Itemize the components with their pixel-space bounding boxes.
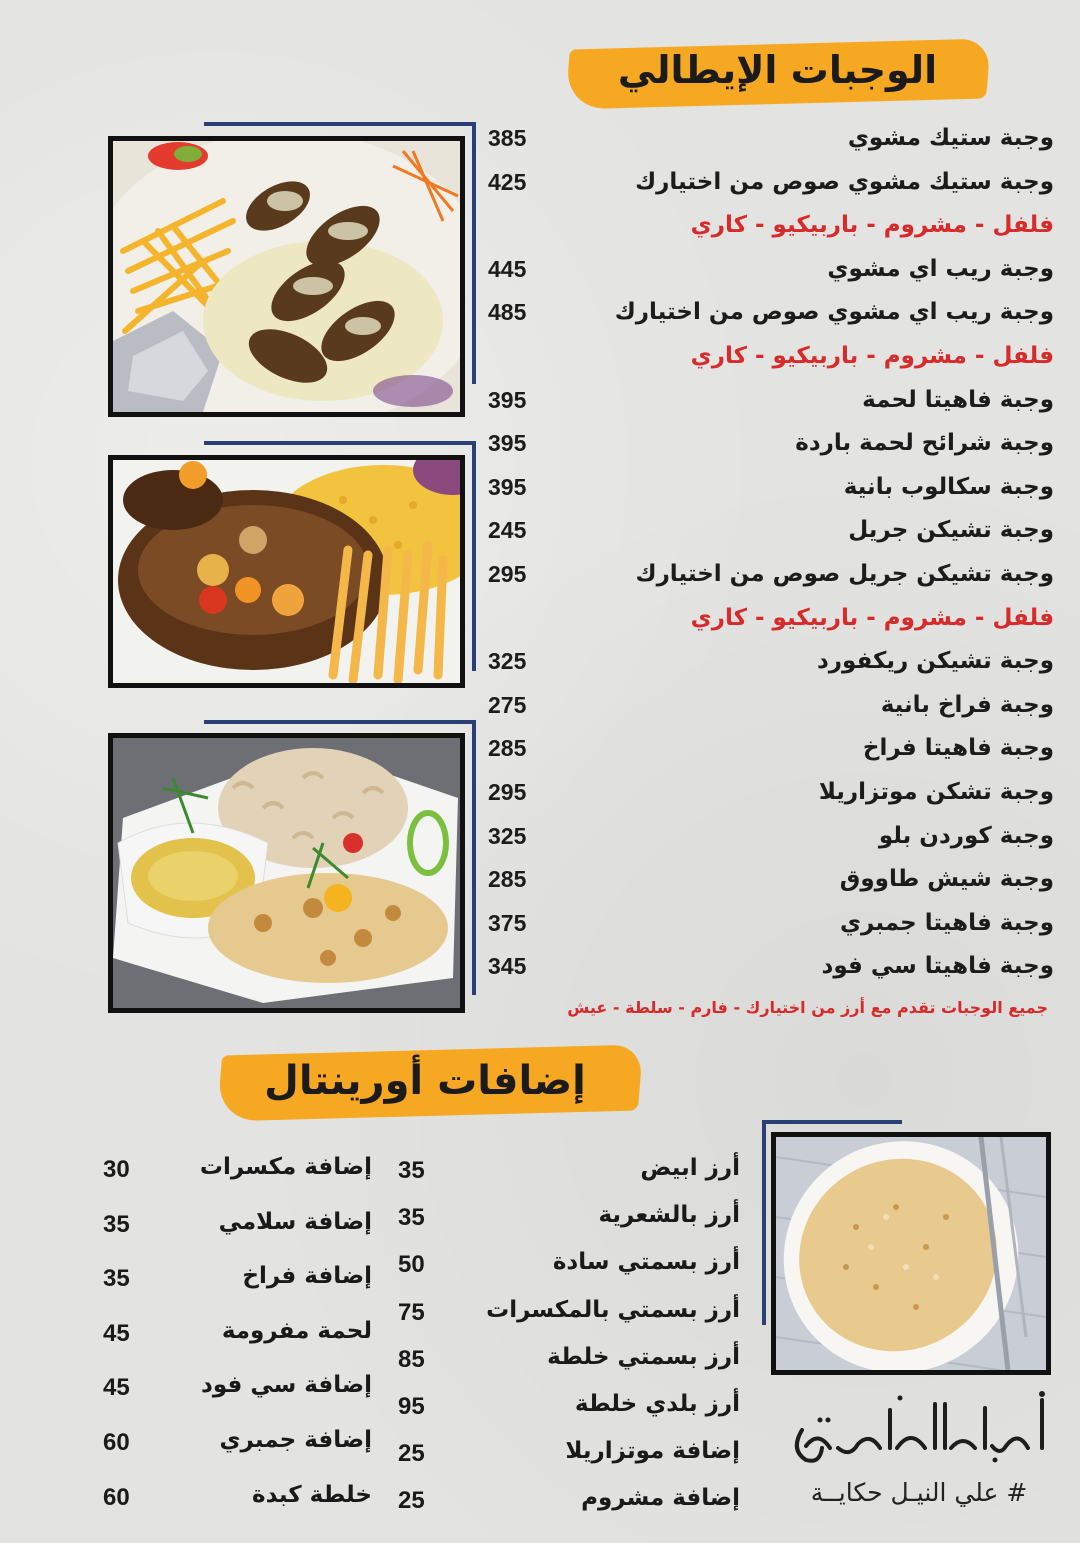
menu-item-name: وجبة تشيكن جريل <box>848 517 1054 543</box>
rice-item-name: أرز بسمتي بالمكسرات <box>486 1297 740 1323</box>
menu-item-price: 425 <box>488 169 527 195</box>
brand-hashtag: # علي النيـل حكايــة <box>810 1478 1028 1507</box>
menu-item-price: 395 <box>488 387 527 413</box>
extra-item-price: 60 <box>103 1484 130 1511</box>
rice-item-name: إضافة مشروم <box>581 1485 740 1511</box>
menu-item-name: وجبة ريب اي مشوي صوص من اختيارك <box>614 299 1054 325</box>
sauce-options: فلفل - مشروم - باربيكيو - كاري <box>690 605 1054 631</box>
extra-item-name: لحمة مفرومة <box>221 1318 372 1344</box>
photo-frame-accent <box>762 1120 766 1325</box>
rice-item-price: 95 <box>398 1393 425 1420</box>
menu-item-name: وجبة كوردن بلو <box>878 823 1054 849</box>
menu-item-name: وجبة ريب اي مشوي <box>827 256 1054 282</box>
chicken-pasta-photo-icon <box>108 733 465 1013</box>
photo-frame-accent <box>472 441 476 671</box>
extra-item-name: إضافة فراخ <box>242 1263 372 1289</box>
sauce-options: فلفل - مشروم - باربيكيو - كاري <box>690 343 1054 369</box>
menu-item-name: وجبة تشيكن ريكفورد <box>817 648 1054 674</box>
menu-item-price: 385 <box>488 125 527 151</box>
menu-item-name: وجبة شيش طاووق <box>839 866 1054 892</box>
photo-frame-accent <box>204 720 476 724</box>
menu-item-name: وجبة شرائح لحمة باردة <box>795 430 1054 456</box>
rice-item-name: أرز بلدي خلطة <box>574 1391 740 1417</box>
photo-frame-accent <box>204 441 476 445</box>
rice-photo-icon <box>771 1132 1051 1375</box>
menu-item-name: وجبة ستيك مشوي صوص من اختيارك <box>635 169 1054 195</box>
photo-frame-accent <box>472 720 476 995</box>
rice-item-price: 35 <box>398 1204 425 1231</box>
grilled-beef-photo-icon <box>108 455 465 688</box>
rice-item-name: أرز بسمتي سادة <box>552 1249 740 1275</box>
menu-item-price: 395 <box>488 430 527 456</box>
menu-item-price: 285 <box>488 866 527 892</box>
extra-item-name: إضافة سلامي <box>218 1209 372 1235</box>
menu-item-name: وجبة فاهيتا لحمة <box>862 387 1054 413</box>
rice-item-price: 85 <box>398 1346 425 1373</box>
menu-item-price: 325 <box>488 823 527 849</box>
menu-item-price: 485 <box>488 299 527 325</box>
menu-item-name: وجبة فراخ بانية <box>880 692 1054 718</box>
rice-item-price: 25 <box>398 1487 425 1514</box>
extra-item-name: إضافة سي فود <box>201 1372 372 1398</box>
brand-logo <box>780 1390 1052 1470</box>
extra-item-price: 35 <box>103 1211 130 1238</box>
meal-note: جميع الوجبات تقدم مع أرز من اختيارك - فارم - سلطة - عيش <box>567 998 1048 1017</box>
extra-item-price: 30 <box>103 1156 130 1183</box>
extra-item-name: خلطة كبدة <box>252 1482 372 1508</box>
menu-item-price: 295 <box>488 561 527 587</box>
menu-item-price: 245 <box>488 517 527 543</box>
menu-item-price: 325 <box>488 648 527 674</box>
menu-item-price: 295 <box>488 779 527 805</box>
menu-item-price: 345 <box>488 953 527 979</box>
italian-section-title: الوجبات الإيطالي <box>617 48 938 92</box>
rice-item-price: 50 <box>398 1251 425 1278</box>
rice-item-name: أرز ابيض <box>640 1155 740 1181</box>
photo-frame-accent <box>472 122 476 384</box>
steak-photo-icon <box>108 136 465 417</box>
photo-frame-accent <box>204 122 476 126</box>
rice-item-name: أرز بسمتي خلطة <box>547 1344 740 1370</box>
rice-item-name: أرز بالشعرية <box>598 1202 740 1228</box>
extra-item-price: 60 <box>103 1429 130 1456</box>
extra-item-name: إضافة مكسرات <box>199 1154 372 1180</box>
extra-item-price: 45 <box>103 1374 130 1401</box>
rice-item-name: إضافة موتزاريلا <box>565 1438 740 1464</box>
menu-item-price: 395 <box>488 474 527 500</box>
oriental-section-title: إضافات أورينتال <box>264 1058 586 1104</box>
rice-item-price: 25 <box>398 1440 425 1467</box>
menu-item-name: وجبة فاهيتا جمبري <box>839 910 1054 936</box>
rice-item-price: 75 <box>398 1299 425 1326</box>
menu-item-price: 375 <box>488 910 527 936</box>
menu-item-name: وجبة سكالوب بانية <box>843 474 1054 500</box>
sauce-options: فلفل - مشروم - باربيكيو - كاري <box>690 212 1054 238</box>
menu-item-price: 285 <box>488 735 527 761</box>
extra-item-price: 45 <box>103 1320 130 1347</box>
rice-item-price: 35 <box>398 1157 425 1184</box>
menu-item-price: 445 <box>488 256 527 282</box>
extra-item-price: 35 <box>103 1265 130 1292</box>
menu-item-name: وجبة تشكن موتزاريلا <box>818 779 1054 805</box>
menu-item-name: وجبة ستيك مشوي <box>847 125 1054 151</box>
menu-item-name: وجبة تشيكن جريل صوص من اختيارك <box>635 561 1054 587</box>
menu-item-name: وجبة فاهيتا سي فود <box>821 953 1054 979</box>
menu-item-name: وجبة فاهيتا فراخ <box>862 735 1054 761</box>
photo-frame-accent <box>762 1120 902 1124</box>
menu-item-price: 275 <box>488 692 527 718</box>
extra-item-name: إضافة جمبري <box>219 1427 372 1453</box>
